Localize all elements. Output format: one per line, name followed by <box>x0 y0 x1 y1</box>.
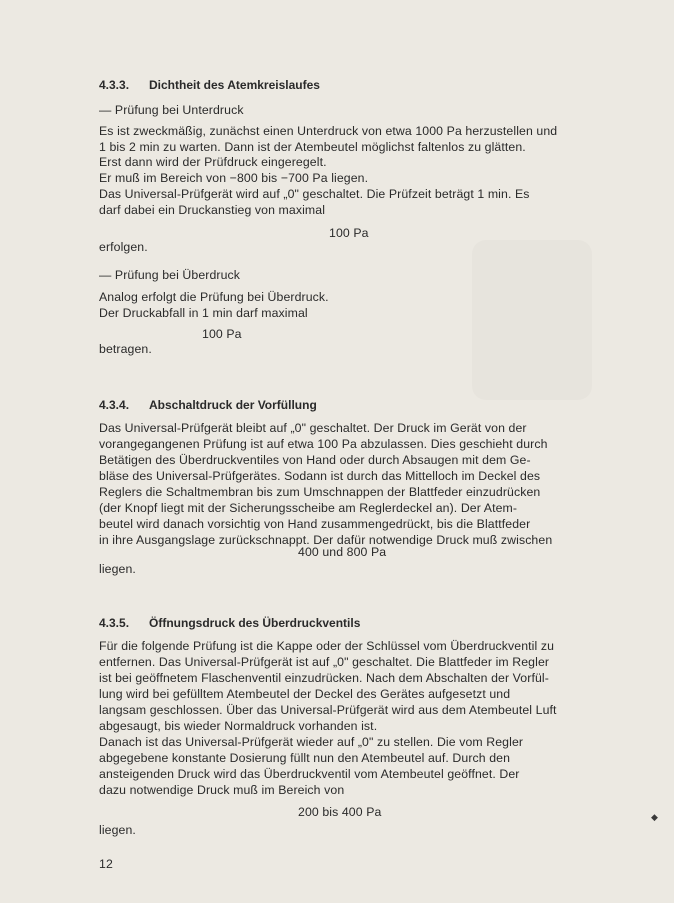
value-line: 100 Pa <box>202 327 242 341</box>
text-line: in ihre Ausgangslage zurückschnappt. Der dafür notwendige Druck muß zwischen <box>99 533 553 547</box>
text-line: betragen. <box>99 342 152 356</box>
text-line: Für die folgende Prüfung ist die Kappe oder der Schlüssel vom Überdruckventil zu <box>99 639 555 653</box>
text-line: vorangegangenen Prüfung ist auf etwa 100 Pa abzulassen. Dies geschieht durch <box>99 437 548 451</box>
text-line: Danach ist das Universal-Prüfgerät wieder auf „0" zu stellen. Die vom Regler <box>99 735 524 749</box>
value-line: 200 bis 400 Pa <box>298 805 382 819</box>
section-title: Dichtheit des Atemkreislaufes <box>149 78 320 92</box>
text-line <box>99 124 597 138</box>
text-line: Analog erfolgt die Prüfung bei Überdruck. <box>99 290 329 304</box>
text-line: (der Knopf liegt mit der Sicherungsscheibe am Reglerdeckel an). Der Atem- <box>99 501 518 515</box>
show-through-shadow <box>472 240 592 400</box>
text-line: bläse des Universal-Prüfgerätes. Sodann ist durch das Mittelloch im Deckel des <box>99 469 541 483</box>
value-line: 100 Pa <box>329 226 369 240</box>
section-title: Abschaltdruck der Vorfüllung <box>149 398 317 412</box>
section-title: Öffnungsdruck des Überdruckventils <box>149 616 361 630</box>
heading-4-3-3 <box>99 78 320 92</box>
line-text: Es ist zweckmäßig, zunächst einen Unterdruck von etwa 1000 Pa herzustellen und <box>99 124 558 138</box>
text-line: liegen. <box>99 562 136 576</box>
text-line: langsam geschlossen. Über das Universal-Prüfgerät wird aus dem Atembeutel Luft <box>99 703 557 717</box>
text-line: abgegebene konstante Dosierung füllt nun den Atembeutel auf. Durch den <box>99 751 511 765</box>
text-line: Erst dann wird der Prüfdruck eingeregelt. <box>99 155 327 169</box>
section-number: 4.3.5. <box>99 616 130 630</box>
text-line: darf dabei ein Druckanstieg von maximal <box>99 203 326 217</box>
section-number: 4.3.4. <box>99 398 130 412</box>
text-line: Das Universal-Prüfgerät bleibt auf „0" geschaltet. Der Druck im Gerät von der <box>99 421 527 435</box>
text-line: ansteigenden Druck wird das Überdruckventil vom Atembeutel geöffnet. Der <box>99 767 520 781</box>
text-line: lung wird bei gefülltem Atembeutel der Deckel des Gerätes aufgesetzt und <box>99 687 511 701</box>
text-line: dazu notwendige Druck muß im Bereich von <box>99 783 345 797</box>
text-line: entfernen. Das Universal-Prüfgerät ist auf „0" geschaltet. Die Blattfeder im Regler <box>99 655 550 669</box>
subheading-unterdruck: — Prüfung bei Unterdruck <box>99 103 244 117</box>
text-line: 1 bis 2 min zu warten. Dann ist der Atembeutel möglichst faltenlos zu glätten. <box>99 140 526 154</box>
heading-4-3-5 <box>99 616 360 630</box>
text-line: ist bei geöffnetem Flaschenventil einzudrücken. Nach dem Abschalten der Vorfül- <box>99 671 549 685</box>
section-number: 4.3.3. <box>99 78 130 92</box>
text-line: Reglers die Schaltmembran bis zum Umschnappen der Blattfeder einzudrücken <box>99 485 541 499</box>
text-line: liegen. <box>99 823 136 837</box>
text-line: erfolgen. <box>99 240 148 254</box>
value-line: 400 und 800 Pa <box>298 545 387 559</box>
edge-mark-icon: ◆ <box>651 812 658 822</box>
heading-4-3-4 <box>99 398 317 412</box>
text-line: Der Druckabfall in 1 min darf maximal <box>99 306 308 320</box>
subheading-ueberdruck: — Prüfung bei Überdruck <box>99 268 241 282</box>
text-line: Das Universal-Prüfgerät wird auf „0" geschaltet. Die Prüfzeit beträgt 1 min. Es <box>99 187 530 201</box>
text-line: Er muß im Bereich von −800 bis −700 Pa liegen. <box>99 171 369 185</box>
text-line: Betätigen des Überdruckventiles von Hand oder durch Absaugen mit dem Ge- <box>99 453 531 467</box>
page-number: 12 <box>99 857 113 871</box>
text-line: beutel wird danach vorsichtig von Hand zusammengedrückt, bis die Blattfeder <box>99 517 531 531</box>
text-line: abgesaugt, bis wieder Normaldruck vorhanden ist. <box>99 719 378 733</box>
